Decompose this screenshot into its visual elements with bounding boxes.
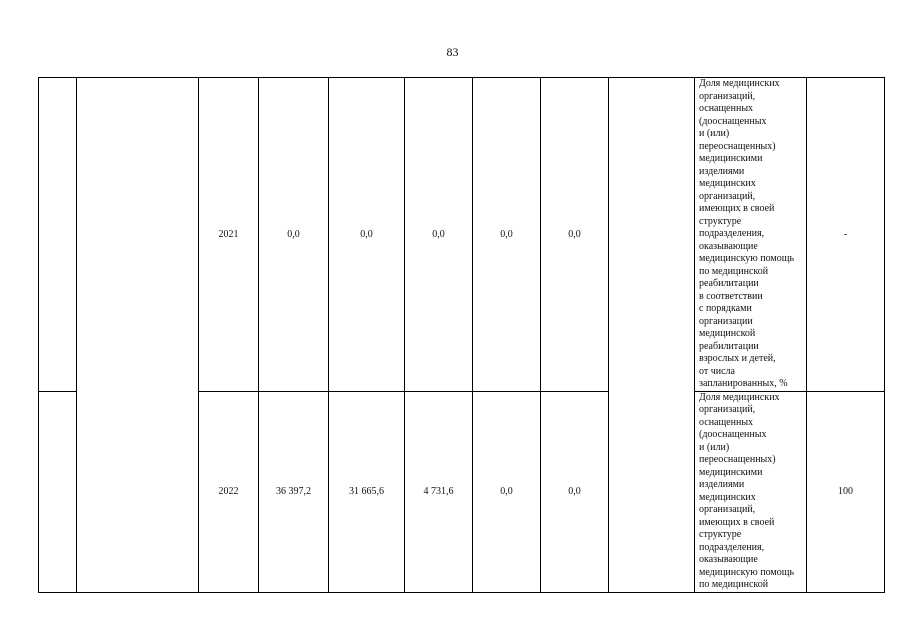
cell-total: 0,0 [259, 78, 329, 392]
cell-indicator-description: Доля медицинских организаций, оснащенных (дооснащенных и (или) переоснащенных) медицинскими изделиями медицинских организаций, имеющих в своей структуре подразделения, оказывающие медицинскую помощь по медицинской реабилитации в соответствии с порядками организации медицинской реабилитации взрослых и детей, от числа запланированных, % [695, 78, 807, 392]
cell-other-sources: 0,0 [541, 78, 609, 392]
cell-indicator-target: 100 [807, 391, 885, 592]
cell-number-1 [39, 78, 77, 392]
cell-number-2 [39, 391, 77, 592]
cell-local-budget: 0,0 [473, 78, 541, 392]
cell-indicator-target: - [807, 78, 885, 392]
page-number: 83 [446, 45, 459, 59]
program-table [38, 77, 885, 593]
cell-regional-budget: 0,0 [405, 78, 473, 392]
cell-event-name [77, 78, 199, 593]
cell-year: 2021 [199, 78, 259, 392]
cell-year: 2022 [199, 391, 259, 592]
cell-regional-budget: 4 731,6 [405, 391, 473, 592]
cell-other-sources: 0,0 [541, 391, 609, 592]
cell-total: 36 397,2 [259, 391, 329, 592]
cell-indicator-description: Доля медицинских организаций, оснащенных (дооснащенных и (или) переоснащенных) медицинскими изделиями медицинских организаций, имеющих в своей структуре подразделения, оказывающие медицинскую помощь по медицинской [695, 391, 807, 592]
cell-federal-budget: 31 665,6 [329, 391, 405, 592]
table-row-2021 [39, 78, 885, 392]
cell-local-budget: 0,0 [473, 391, 541, 592]
cell-federal-budget: 0,0 [329, 78, 405, 392]
cell-responsible [609, 78, 695, 593]
